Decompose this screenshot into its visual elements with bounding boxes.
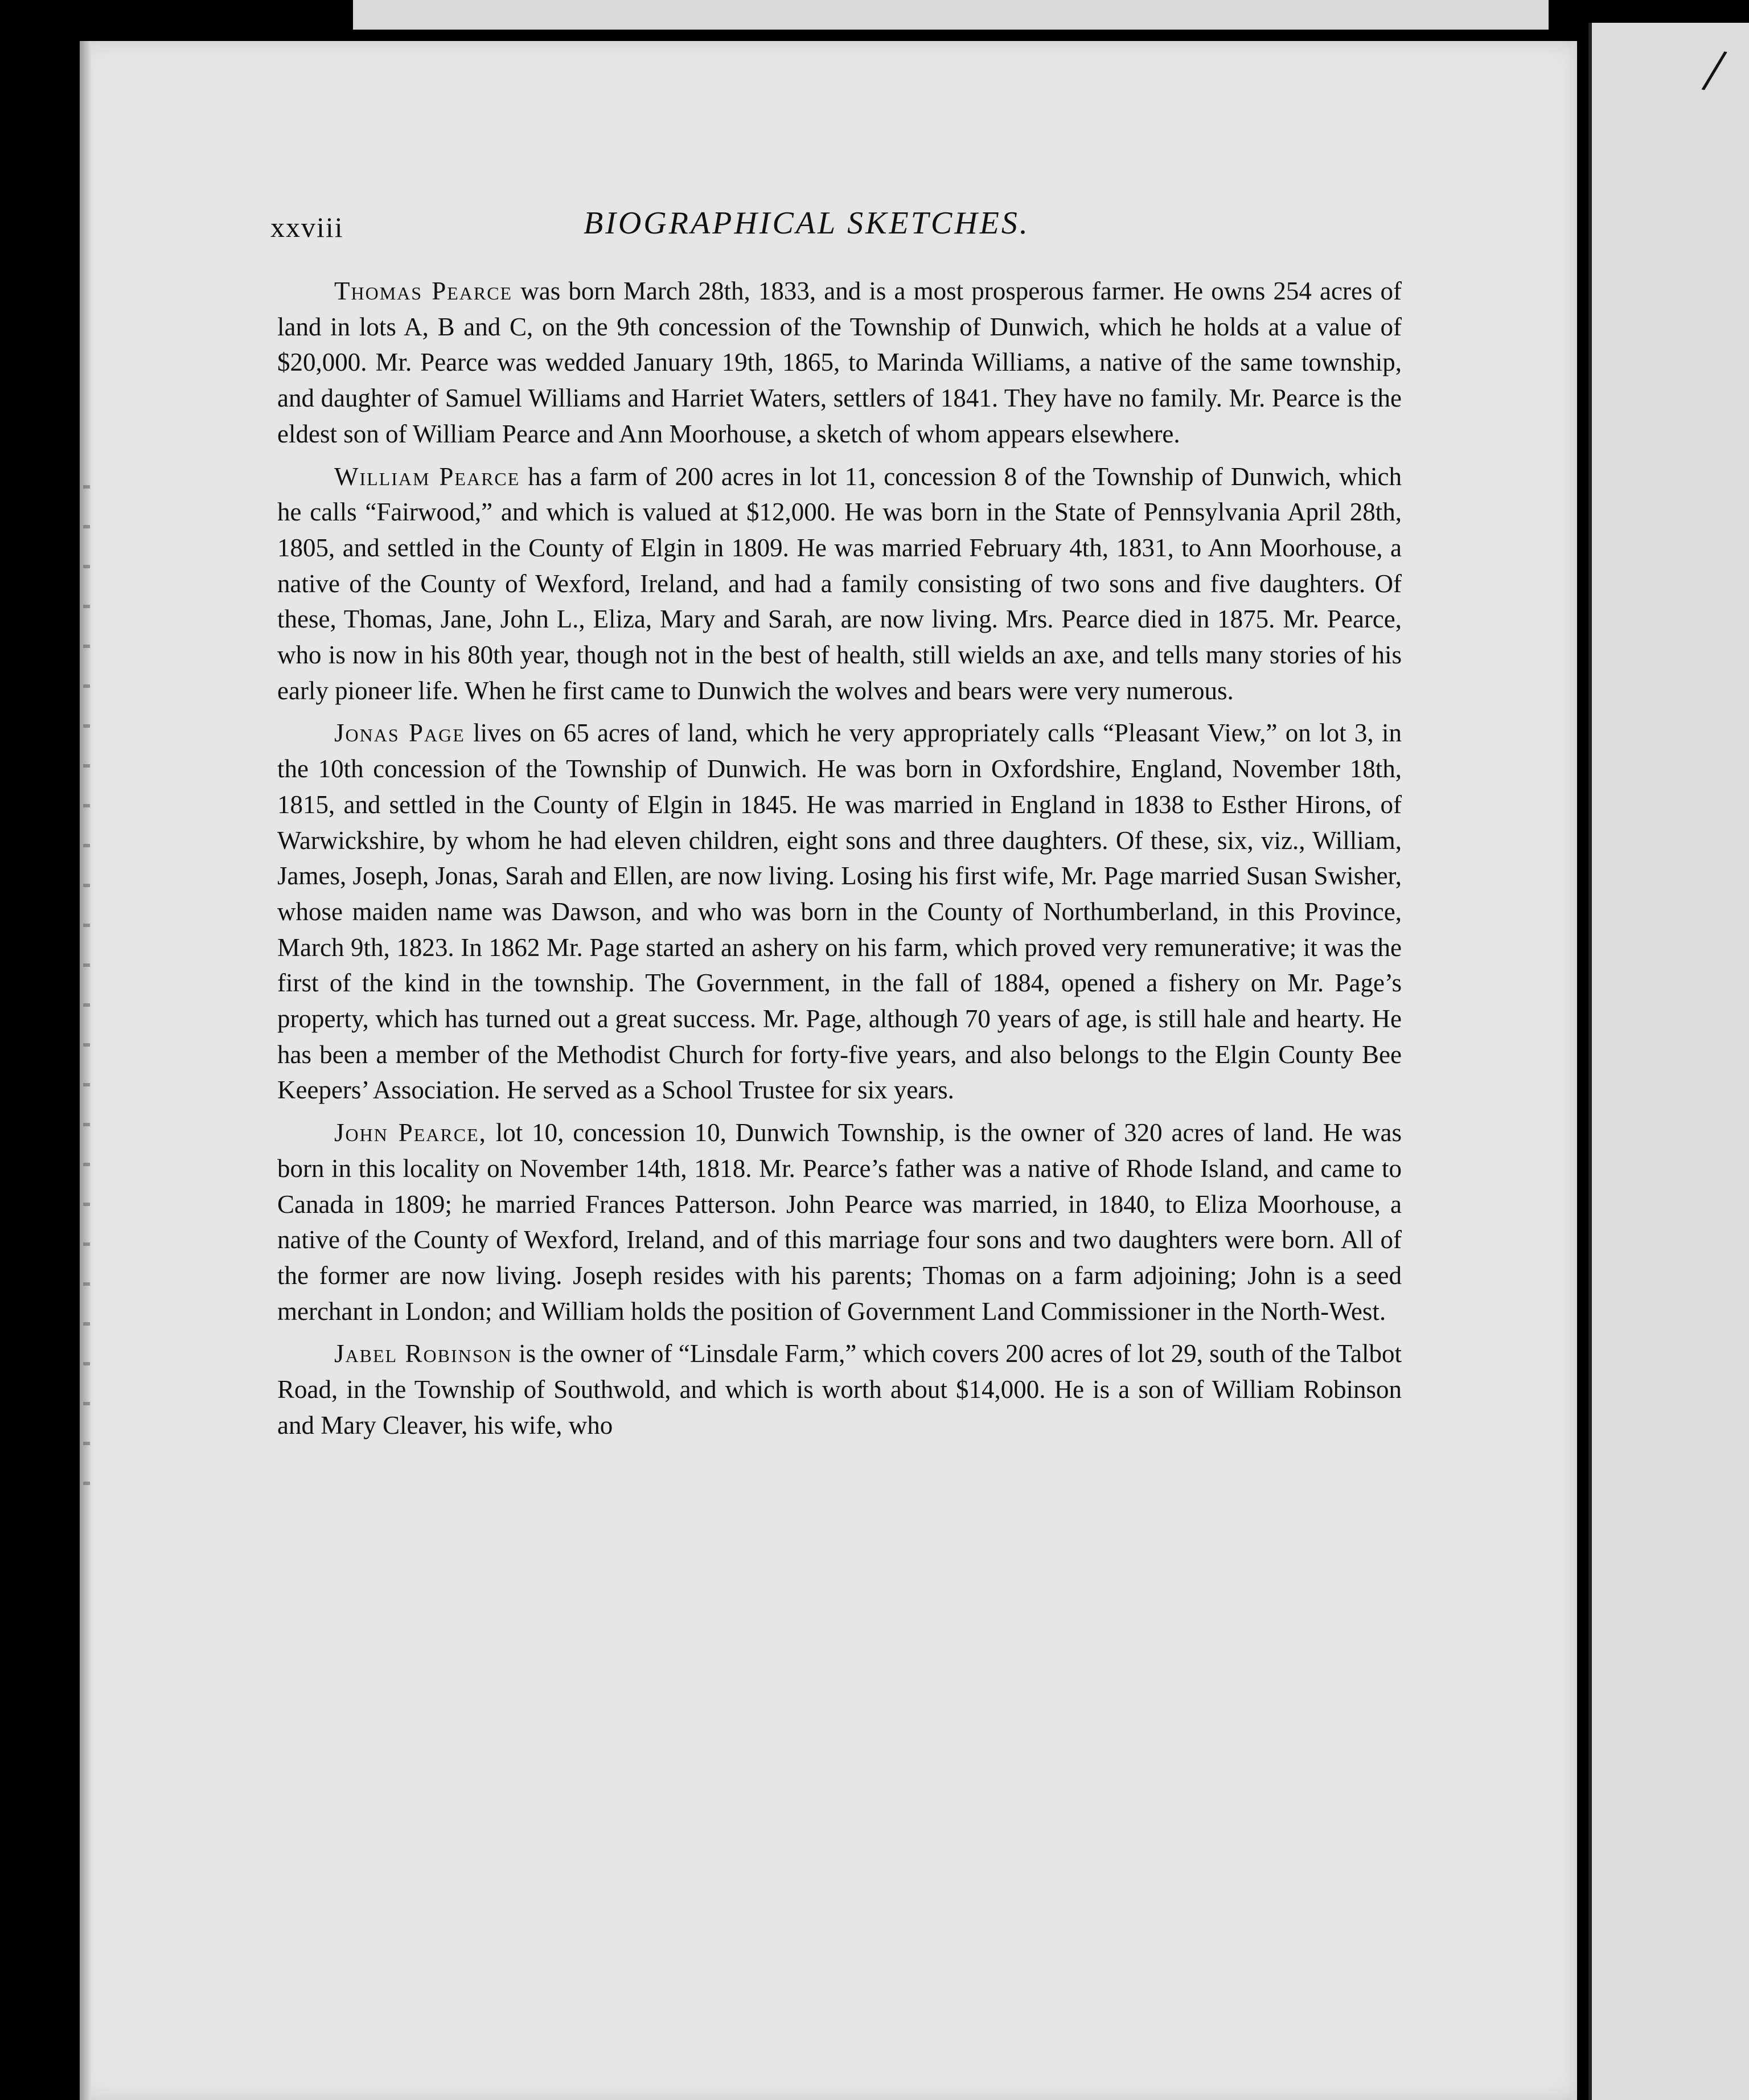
running-title: BIOGRAPHICAL SKETCHES. — [584, 206, 1030, 241]
entry-text: was born March 28th, 1833, and is a most prosperous farmer. He owns 254 acres of land in lots A, B and C, on the 9th concession of the Township of Dunwich, which he holds at a value of $20,000. Mr. Pearce was wedded January 19th, 1865, to Marinda Williams, a native of the same township, and daughter of Samuel Williams and Harriet Waters, settlers of 1841. They have no family. Mr. Pearce is the eldest son of William Pearce and Ann Moorhouse, a sketch of whom appears elsewhere. — [277, 277, 1402, 448]
binding-marks — [83, 485, 90, 1510]
entry-name: Jonas Page — [334, 719, 465, 748]
scan-border-top — [353, 0, 1549, 30]
entry-name: Thomas Pearce — [334, 277, 513, 305]
body-text — [277, 273, 1402, 1450]
adjacent-page-mark: / — [1698, 34, 1731, 106]
entry-name: Jabel Robinson — [334, 1339, 512, 1368]
entry-name: William Pearce — [334, 462, 520, 491]
entry-text: lot 10, concession 10, Dunwich Township, is the owner of 320 acres of land. He was born in this locality on November 14th, 1818. Mr. Pearce’s father was a native of Rhode Island, and came to Canada in 1809; he married Frances Patterson. John Pearce was married, in 1840, to Eliza Moorhouse, a native of the County of Wexford, Ireland, and of this marriage four sons and two daughters were born. All of the former are now living. Joseph resides with his parents; Thomas on a farm adjoining; John is a seed merchant in London; and William holds the position of Government Land Commissioner in the North-West. — [277, 1118, 1402, 1326]
entry-john-pearce — [277, 1115, 1402, 1329]
page-number: xxviii — [270, 211, 344, 243]
entry-text: has a farm of 200 acres in lot 11, concession 8 of the Township of Dunwich, which he calls “Fairwood,” and which is valued at $12,000. He was born in the State of Pennsylvania April 28th, 1805, and settled in the County of Elgin in 1809. He was married February 4th, 1831, to Ann Moorhouse, a native of the County of Wexford, Ireland, and had a family consisting of two sons and five daughters. Of these, Thomas, Jane, John L., Eliza, Mary and Sarah, are now living. Mrs. Pearce died in 1875. Mr. Pearce, who is now in his 80th year, though not in the best of health, still wields an axe, and tells many stories of his early pioneer life. When he first came to Dunwich the wolves and bears were very numerous. — [277, 462, 1402, 705]
entry-name: John Pearce, — [334, 1118, 487, 1147]
entry-text: lives on 65 acres of land, which he very appropriately calls “Pleasant View,” on lot 3, in the 10th concession of the Township of Dunwich. He was born in Oxfordshire, England, November 18th, 1815, and settled in the County of Elgin in 1845. He was married in England in 1838 to Esther Hirons, of Warwickshire, by whom he had eleven children, eight sons and three daughters. Of these, six, viz., William, James, Joseph, Jonas, Sarah and Ellen, are now living. Losing his first wife, Mr. Page married Susan Swisher, whose maiden name was Dawson, and who was born in the County of Northumberland, in this Province, March 9th, 1823. In 1862 Mr. Page started an ashery on his farm, which proved very remunerative; it was the first of the kind in the township. The Government, in the fall of 1884, opened a fishery on Mr. Page’s property, which has turned out a great success. Mr. Page, although 70 years of age, is still hale and hearty. He has been a member of the Methodist Church for forty-five years, and also belongs to the Elgin County Bee Keepers’ Association. He served as a School Trustee for six years. — [277, 719, 1402, 1105]
page-header — [270, 205, 1403, 262]
entry-text: is the owner of “Linsdale Farm,” which covers 200 acres of lot 29, south of the Talbot Road, in the Township of Southwold, and which is worth about $14,000. He is a son of William Robinson and Mary Cleaver, his wife, who — [277, 1339, 1402, 1439]
entry-jabel-robinson — [277, 1336, 1402, 1443]
entry-thomas-pearce — [277, 273, 1402, 452]
adjacent-page — [1588, 23, 1749, 2100]
entry-william-pearce — [277, 459, 1402, 709]
entry-jonas-page — [277, 715, 1402, 1108]
